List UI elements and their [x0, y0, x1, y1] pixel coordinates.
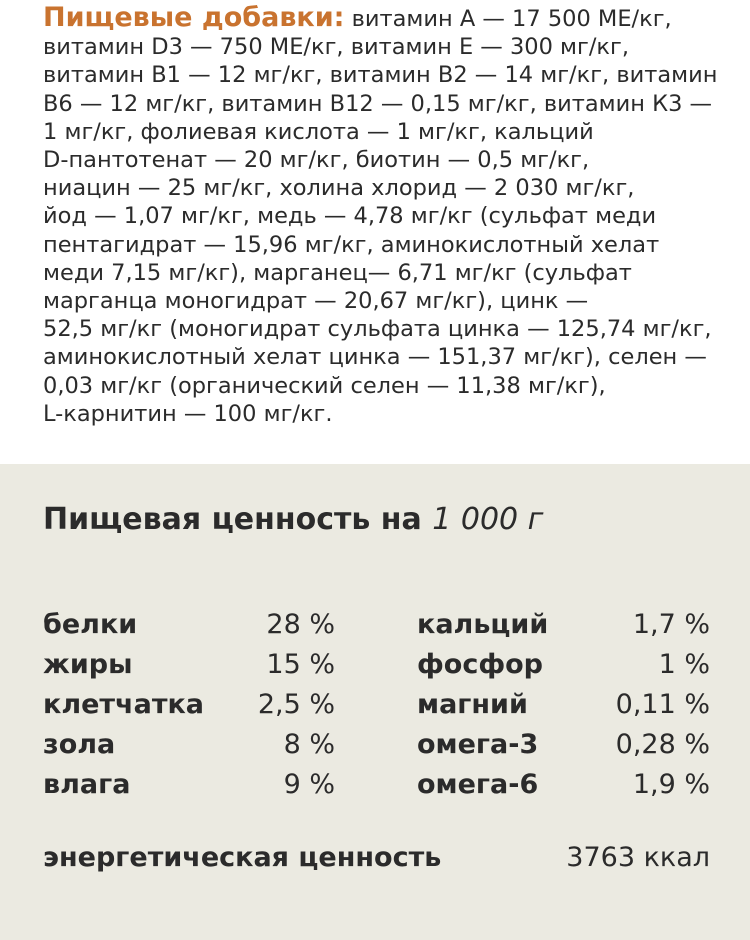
energy-row	[43, 842, 710, 873]
additives-line: витамин B1 — 12 мг/кг, витамин B2 — 14 мг/кг, витамин	[43, 62, 718, 89]
nutrient-row	[417, 604, 710, 644]
nutrient-name: магний	[417, 688, 528, 720]
nutrient-value: 1,7 %	[632, 608, 710, 640]
nutrient-name: белки	[43, 608, 138, 640]
additives-line: D-пантотенат — 20 мг/кг, биотин — 0,5 мг/кг,	[43, 147, 590, 174]
nutrient-value: 0,28 %	[615, 728, 710, 760]
nutrient-row	[417, 684, 710, 724]
additives-line: 0,03 мг/кг (органический селен — 11,38 мг/кг),	[43, 372, 606, 399]
nutrient-row	[43, 684, 335, 724]
energy-label: энергетическая ценность	[43, 842, 442, 873]
nutrient-name: омега-3	[417, 728, 539, 760]
additives-line	[43, 4, 723, 33]
nutrient-value: 15 %	[266, 648, 335, 680]
nutrient-name: зола	[43, 728, 116, 760]
nutrient-value: 2,5 %	[257, 688, 335, 720]
nutrient-row	[43, 764, 335, 804]
energy-value: 3763 ккал	[566, 842, 710, 873]
nutrition-amount: 1 000 г	[432, 502, 544, 537]
additives-line: витамин D3 — 750 МЕ/кг, витамин Е — 300 мг/кг,	[43, 34, 629, 61]
additives-title: Пищевые добавки:	[43, 2, 345, 33]
additives-line: L-карнитин — 100 мг/кг.	[43, 400, 333, 427]
additives-line: ниацин — 25 мг/кг, холина хлорид — 2 030 мг/кг,	[43, 175, 635, 202]
nutrition-column-right	[417, 604, 710, 804]
additives-line-text: витамин А — 17 500 МЕ/кг,	[344, 6, 672, 32]
additives-line: марганца моногидрат — 20,67 мг/кг), цинк —	[43, 288, 589, 315]
nutrient-value: 1 %	[658, 648, 710, 680]
nutrient-value: 8 %	[283, 728, 335, 760]
nutrient-value: 0,11 %	[615, 688, 710, 720]
nutrition-column-left	[43, 604, 335, 804]
additives-line: 1 мг/кг, фолиевая кислота — 1 мг/кг, кальций	[43, 118, 594, 145]
additives-line: меди 7,15 мг/кг), марганец— 6,71 мг/кг (сульфат	[43, 259, 632, 286]
additives-line: йод — 1,07 мг/кг, медь — 4,78 мг/кг (сульфат меди	[43, 203, 657, 230]
nutrient-name: влага	[43, 768, 131, 800]
nutrient-row	[43, 604, 335, 644]
nutrient-value: 1,9 %	[632, 768, 710, 800]
additives-text	[43, 4, 723, 428]
nutrient-value: 9 %	[283, 768, 335, 800]
nutrient-name: фосфор	[417, 648, 544, 680]
nutrient-value: 28 %	[266, 608, 335, 640]
nutrient-row	[417, 644, 710, 684]
additives-line: 52,5 мг/кг (моногидрат сульфата цинка — 125,74 мг/кг,	[43, 316, 712, 343]
additives-line: пентагидрат — 15,96 мг/кг, аминокислотный хелат	[43, 231, 660, 258]
nutrition-section	[0, 464, 750, 940]
nutrition-heading-text: Пищевая ценность на	[43, 502, 422, 537]
nutrient-row	[417, 724, 710, 764]
additives-line: аминокислотный хелат цинка — 151,37 мг/кг), селен —	[43, 344, 707, 371]
nutrient-name: омега-6	[417, 768, 539, 800]
additives-line: B6 — 12 мг/кг, витамин B12 — 0,15 мг/кг, витамин К3 —	[43, 90, 713, 117]
nutrient-name: клетчатка	[43, 688, 205, 720]
nutrient-row	[43, 724, 335, 764]
nutrient-row	[43, 644, 335, 684]
nutrition-heading	[43, 502, 543, 537]
nutrient-name: кальций	[417, 608, 549, 640]
nutrient-name: жиры	[43, 648, 133, 680]
nutrient-row	[417, 764, 710, 804]
additives-section	[0, 0, 750, 464]
